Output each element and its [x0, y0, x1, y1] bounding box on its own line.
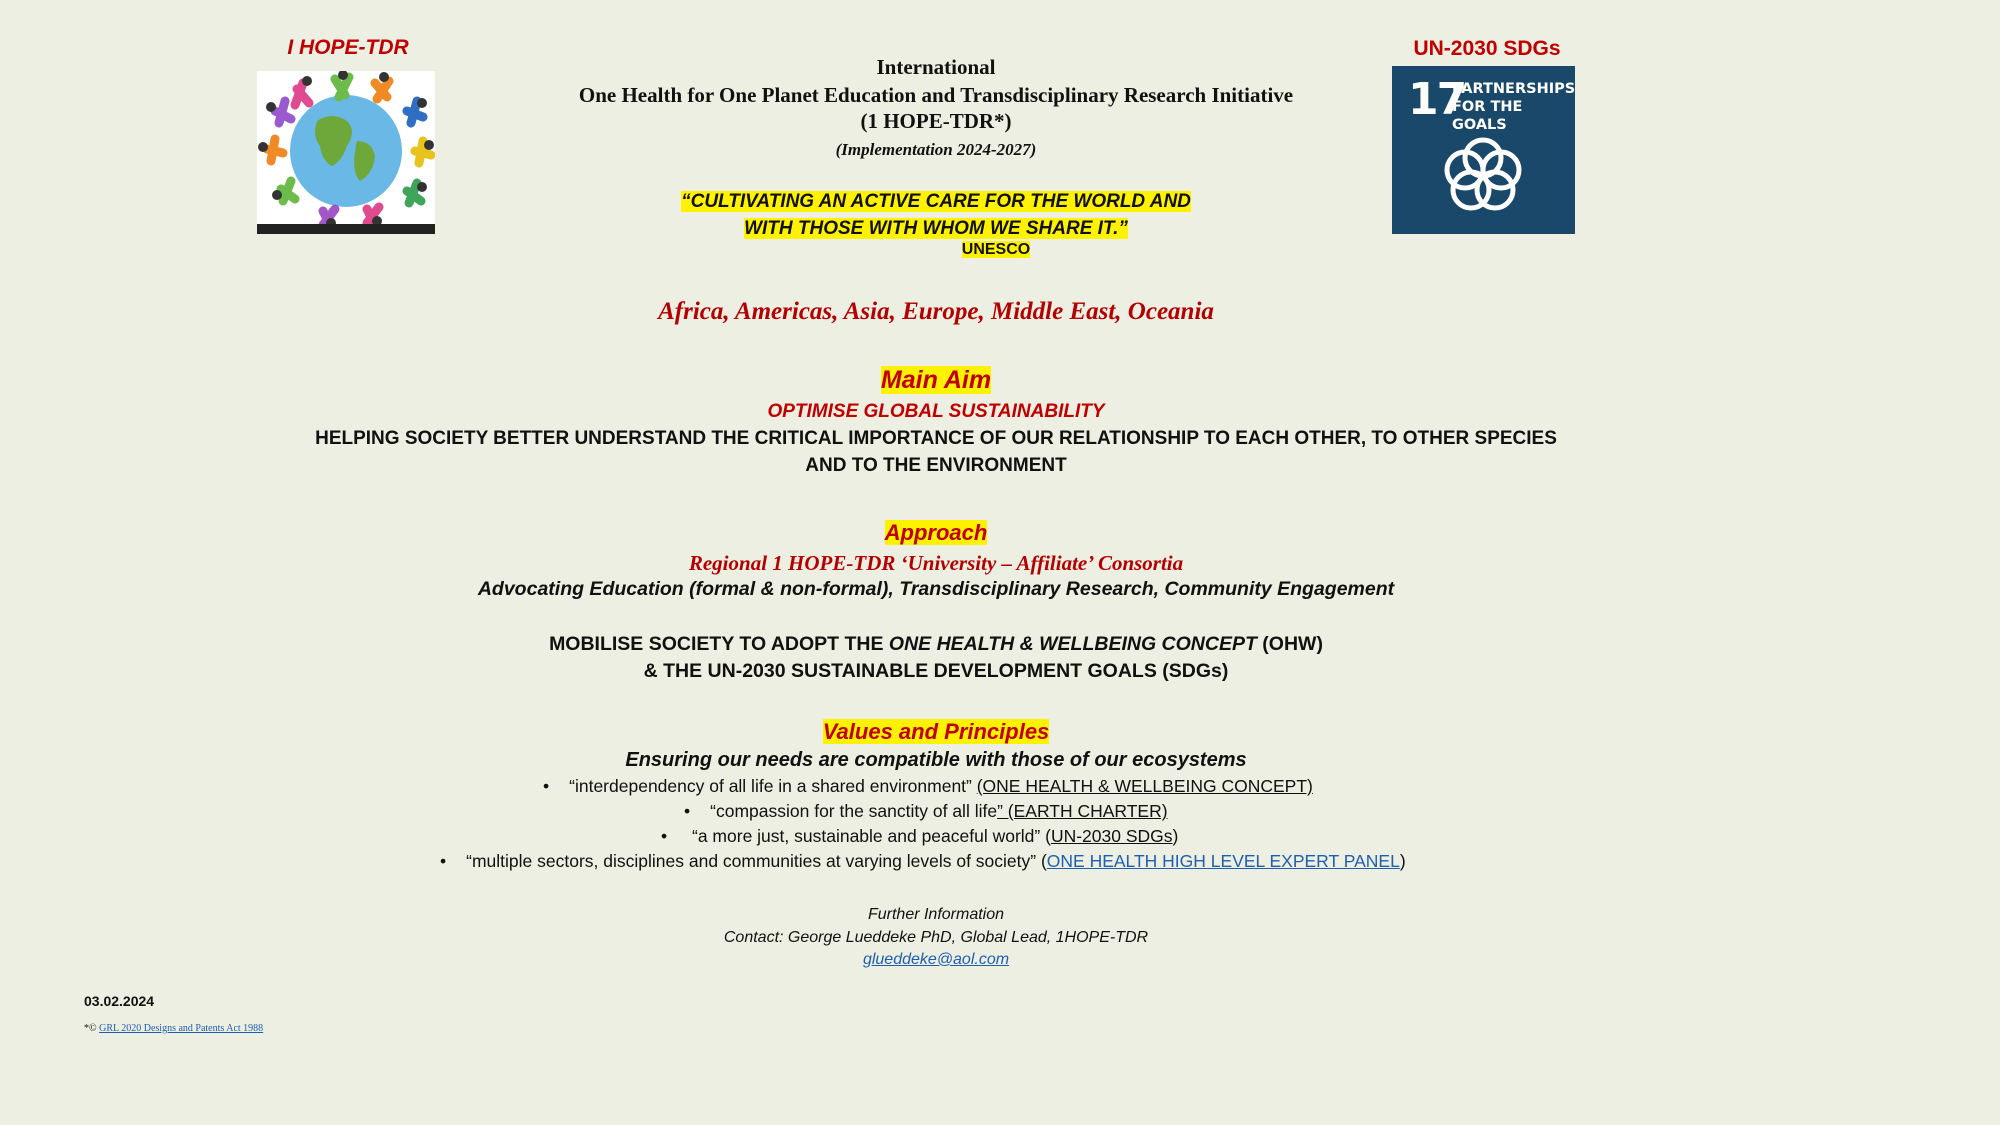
bullet-reference: UN-2030 SDGs: [1050, 826, 1173, 846]
bullet-post: ): [1172, 826, 1179, 846]
main-aim-description-1: HELPING SOCIETY BETTER UNDERSTAND THE CRITICAL IMPORTANCE OF OUR RELATIONSHIP TO EACH OTHER, TO OTHER SPECIES: [315, 428, 1557, 449]
further-information-label: Further Information: [867, 906, 1005, 923]
bullet-text: “multiple sectors, disciplines and communities at varying levels of society” (: [466, 851, 1047, 871]
bullet-text: “compassion for the sanctity of all life: [710, 801, 998, 821]
sdg-label: PARTNERSHIPS FOR THE GOALS: [1452, 81, 1575, 133]
quote-text-1: “CULTIVATING AN ACTIVE CARE FOR THE WORLD AND: [681, 191, 1191, 212]
header-line-2: One Health for One Planet Education and Transdisciplinary Research Initiative: [578, 83, 1294, 107]
main-aim-subheading: OPTIMISE GLOBAL SUSTAINABILITY: [767, 401, 1105, 422]
quote-source-text: UNESCO: [961, 241, 1031, 258]
copyright-link[interactable]: GRL 2020 Designs and Patents Act 1988: [99, 1023, 264, 1034]
main-aim-heading-text: Main Aim: [880, 366, 992, 394]
contact-line: Contact: George Lueddeke PhD, Global Lead, 1HOPE-TDR: [723, 929, 1149, 946]
bullet-reference: (ONE HEALTH & WELLBEING CONCEPT): [976, 776, 1313, 796]
approach-subheading: Regional 1 HOPE-TDR ‘University – Affiliate’ Consortia: [688, 551, 1184, 575]
main-aim-heading: [0, 366, 1872, 395]
email-link[interactable]: glueddeke@aol.com: [862, 951, 1010, 968]
approach-heading-text: Approach: [884, 520, 988, 545]
sdg-number: 17: [1408, 74, 1466, 125]
regions-line: Africa, Americas, Asia, Europe, Middle East, Oceania: [658, 298, 1214, 325]
approach-description: Advocating Education (formal & non-formal), Transdisciplinary Research, Community Engagement: [477, 578, 1395, 600]
values-bullet-3: • “a more just, sustainable and peaceful world” (UN-2030 SDGs): [661, 826, 1179, 846]
mobilise-post: (OHW): [1256, 633, 1323, 655]
header-line-3: (1 HOPE-TDR*): [860, 109, 1012, 133]
values-bullet-2: • “compassion for the sanctity of all life” (EARTH CHARTER): [684, 801, 1168, 821]
copyright-notice: [84, 1023, 263, 1034]
values-heading: [0, 719, 1872, 745]
values-heading-text: Values and Principles: [822, 719, 1050, 744]
values-subheading: Ensuring our needs are compatible with those of our ecosystems: [625, 749, 1247, 771]
header-line-1: International: [876, 55, 996, 79]
values-bullet-1: • “interdependency of all life in a shared environment” (ONE HEALTH & WELLBEING CONCEPT): [543, 776, 1313, 796]
bullet-reference: ” (EARTH CHARTER): [997, 801, 1168, 821]
bullet-text: “interdependency of all life in a shared environment”: [569, 776, 977, 796]
mobilise-pre: MOBILISE SOCIETY TO ADOPT THE: [549, 633, 889, 655]
quote-source: [60, 241, 1932, 259]
values-bullet-4: • “multiple sectors, disciplines and communities at varying levels of society” (ONE HEALTH HIGH LEVEL EXPERT PANEL): [440, 851, 1406, 871]
mobilise-concept: ONE HEALTH & WELLBEING CONCEPT: [888, 633, 1257, 655]
expert-panel-link[interactable]: ONE HEALTH HIGH LEVEL EXPERT PANEL: [1046, 851, 1400, 871]
bullet-text: “a more just, sustainable and peaceful world” (: [687, 826, 1051, 846]
mobilise-line-1: [0, 633, 1872, 656]
quote-line-2: [0, 215, 1872, 242]
header-line-4: (Implementation 2024-2027): [835, 140, 1037, 159]
copyright-prefix: *©: [84, 1023, 100, 1034]
quote-text-2: WITH THOSE WITH WHOM WE SHARE IT.”: [744, 218, 1128, 239]
mobilise-line-2: & THE UN-2030 SUSTAINABLE DEVELOPMENT GOALS (SDGs): [643, 660, 1229, 682]
document-date: 03.02.2024: [84, 993, 155, 1009]
email-line: [0, 951, 1872, 969]
right-logo-title: UN-2030 SDGs: [1413, 37, 1561, 60]
left-logo-title: I HOPE-TDR: [287, 36, 409, 59]
approach-heading: [0, 520, 1872, 546]
main-aim-description-2: AND TO THE ENVIRONMENT: [805, 455, 1067, 476]
quote-line-1: [0, 188, 1872, 215]
bullet-post: ): [1399, 851, 1406, 871]
